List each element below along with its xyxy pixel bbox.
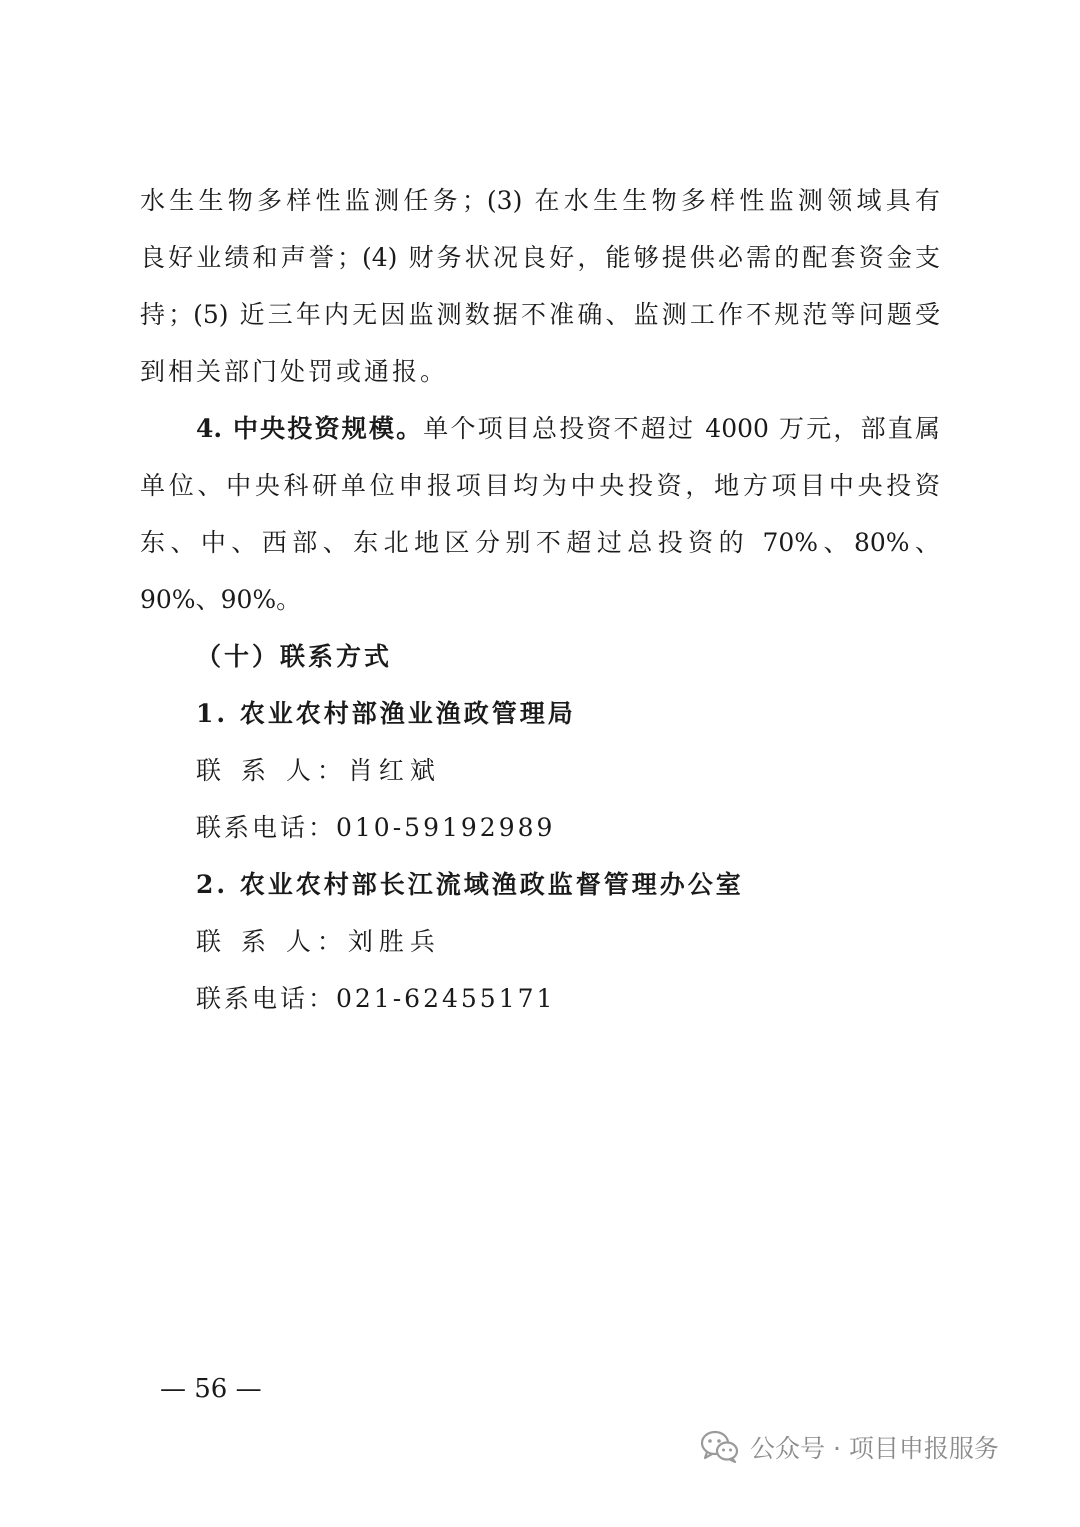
watermark xyxy=(700,1429,999,1465)
investment-line-2: 单位、中央科研单位申报项目均为中央投资，地方项目中央投资 xyxy=(140,471,940,500)
contact-org-2-person: 联 系 人：刘胜兵 xyxy=(196,927,441,956)
contact-org-2-phone: 联系电话：021-62455171 xyxy=(196,984,556,1013)
contact-org-1-phone: 联系电话：010-59192989 xyxy=(196,813,556,842)
contact-section-title: （十）联系方式 xyxy=(196,642,393,671)
body-line-3: 持；(5) 近三年内无因监测数据不准确、监测工作不规范等问题受 xyxy=(140,300,940,329)
body-line-2: 良好业绩和声誉；(4) 财务状况良好，能够提供必需的配套资金支 xyxy=(140,243,940,272)
contact-org-1: 1. 农业农村部渔业渔政管理局 xyxy=(196,699,576,728)
body-line-1: 水生生物多样性监测任务；(3) 在水生生物多样性监测领域具有 xyxy=(140,186,940,215)
investment-line-3: 东、中、西部、东北地区分别不超过总投资的 70%、80%、 xyxy=(140,528,940,557)
contact-org-2: 2. 农业农村部长江流域渔政监督管理办公室 xyxy=(196,870,744,899)
investment-line-1-rest: 单个项目总投资不超过 4000 万元，部直属 xyxy=(423,414,940,443)
investment-heading: 4. 中央投资规模。 xyxy=(196,414,424,443)
watermark-text: 公众号 · 项目申报服务 xyxy=(750,1434,999,1463)
wechat-icon xyxy=(700,1430,740,1464)
page-number: — 56 — xyxy=(160,1374,262,1404)
investment-paragraph-line-1 xyxy=(196,412,940,446)
investment-line-4: 90%、90%。 xyxy=(140,585,302,614)
body-line-4: 到相关部门处罚或通报。 xyxy=(140,357,449,386)
contact-org-1-person: 联 系 人：肖红斌 xyxy=(196,756,441,785)
